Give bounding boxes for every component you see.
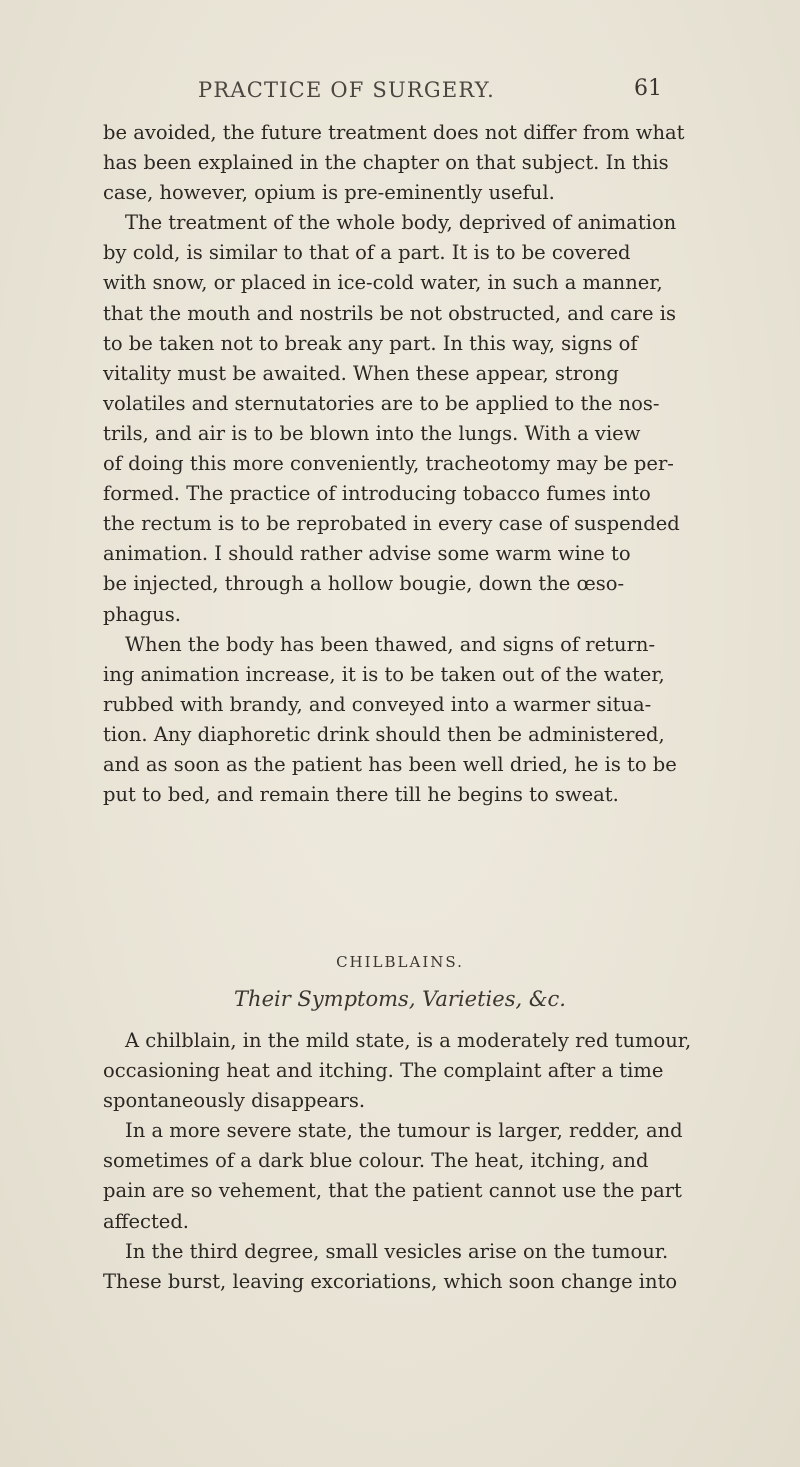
text-line: pain are so vehement, that the patient cannot use the part xyxy=(103,1179,682,1203)
text-line: volatiles and sternutatories are to be applied to the nos- xyxy=(103,391,660,415)
text-line: of doing this more conveniently, tracheotomy may be per- xyxy=(103,452,674,476)
text-line: tion. Any diaphoretic drink should then be administered, xyxy=(103,722,665,746)
text-line: sometimes of a dark blue colour. The heat, itching, and xyxy=(103,1149,649,1173)
paragraph xyxy=(103,1116,733,1236)
chapter-heading: CHILBLAINS. xyxy=(336,953,464,971)
text-line: occasioning heat and itching. The complaint after a time xyxy=(103,1059,664,1083)
text-line: formed. The practice of introducing tobacco fumes into xyxy=(103,482,651,506)
text-line: trils, and air is to be blown into the lungs. With a view xyxy=(103,421,641,445)
text-line: vitality must be awaited. When these appear, strong xyxy=(103,361,619,385)
text-line: be injected, through a hollow bougie, down the œso- xyxy=(103,572,625,596)
text-line: the rectum is to be reprobated in every case of suspended xyxy=(103,512,680,536)
running-title: PRACTICE OF SURGERY. xyxy=(198,78,496,102)
text-line: ing animation increase, it is to be taken out of the water, xyxy=(103,662,665,686)
page-number: 61 xyxy=(634,76,662,101)
text-line: be avoided, the future treatment does not differ from what xyxy=(103,121,685,144)
text-line: The treatment of the whole body, deprived of animation xyxy=(125,211,677,235)
paragraph xyxy=(103,1026,733,1116)
paragraph xyxy=(103,208,733,629)
text-line: These burst, leaving excoriations, which soon change into xyxy=(103,1269,678,1293)
text-line: with snow, or placed in ice-cold water, in such a manner, xyxy=(103,271,663,295)
text-line: that the mouth and nostrils be not obstructed, and care is xyxy=(103,301,676,325)
text-line: affected. xyxy=(103,1209,189,1233)
text-line: animation. I should rather advise some warm wine to xyxy=(103,542,631,566)
paragraph xyxy=(103,630,733,811)
text-line: phagus. xyxy=(103,602,181,626)
text-line: In the third degree, small vesicles arise on the tumour. xyxy=(125,1239,669,1263)
body-text-section-1 xyxy=(103,118,733,810)
body-text-section-2 xyxy=(103,1026,733,1297)
text-line: and as soon as the patient has been well dried, he is to be xyxy=(103,752,677,776)
text-line: In a more severe state, the tumour is larger, redder, and xyxy=(125,1119,683,1143)
text-line: rubbed with brandy, and conveyed into a warmer situa- xyxy=(103,692,652,716)
text-line: A chilblain, in the mild state, is a moderately red tumour, xyxy=(125,1029,692,1052)
text-line: to be taken not to break any part. In this way, signs of xyxy=(103,331,638,355)
text-line: spontaneously disappears. xyxy=(103,1089,366,1113)
chapter-subtitle: Their Symptoms, Varieties, &c. xyxy=(234,987,566,1011)
paragraph xyxy=(103,118,733,208)
text-line: put to bed, and remain there till he begins to sweat. xyxy=(103,783,619,807)
text-line: by cold, is similar to that of a part. It is to be covered xyxy=(103,241,631,265)
text-line: When the body has been thawed, and signs of return- xyxy=(125,632,656,656)
text-line: case, however, opium is pre-eminently useful. xyxy=(103,181,555,205)
text-line: has been explained in the chapter on that subject. In this xyxy=(103,151,669,175)
paragraph xyxy=(103,1237,733,1297)
